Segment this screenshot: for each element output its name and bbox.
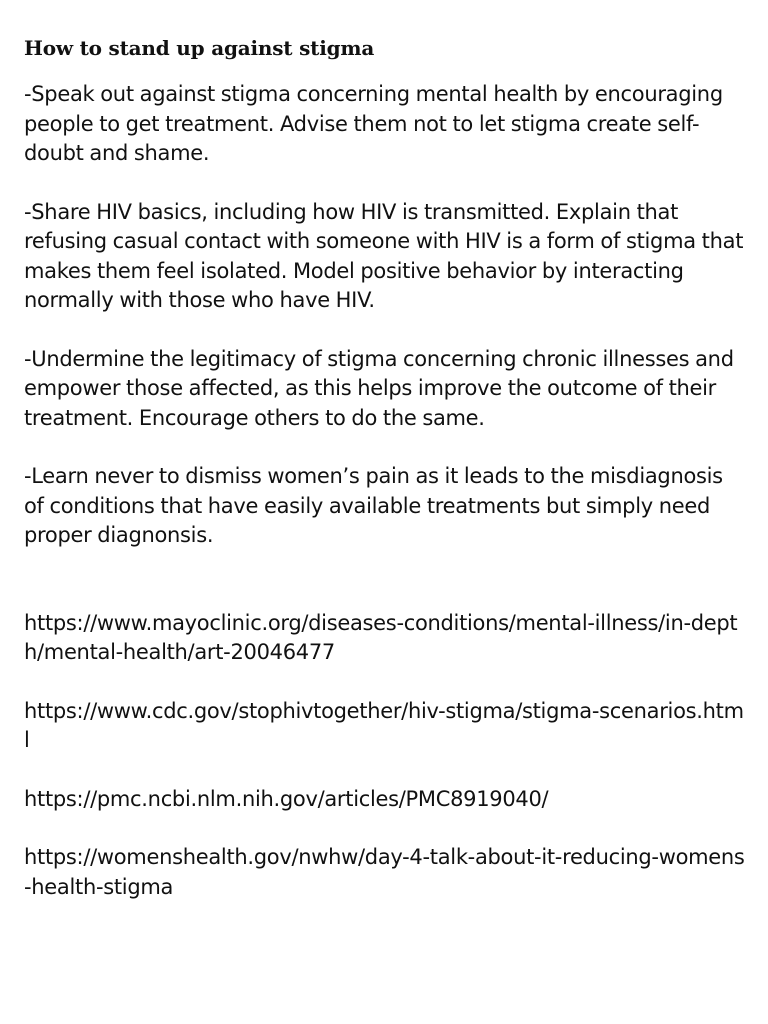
body-paragraphs [24, 80, 748, 551]
document-page [24, 33, 748, 902]
reference-link-cdc[interactable]: https://www.cdc.gov/stophivtogether/hiv-stigma/stigma-scenarios.html [24, 698, 744, 752]
reference-link-pmc[interactable]: https://pmc.ncbi.nlm.nih.gov/articles/PMC8919040/ [24, 786, 549, 811]
paragraph-chronic-illness: -Undermine the legitimacy of stigma concerning chronic illnesses and empower those affected, as this helps improve the outcome of their treatment. Encourage others to do the same. [24, 346, 734, 430]
paragraph-mental-health: -Speak out against stigma concerning mental health by encouraging people to get treatment. Advise them not to let stigma create self-doubt and shame. [24, 82, 723, 165]
reference-link-mayoclinic[interactable]: https://www.mayoclinic.org/diseases-conditions/mental-illness/in-depth/mental-health/art-20046477 [24, 610, 738, 664]
reference-link-womenshealth[interactable]: https://womenshealth.gov/nwhw/day-4-talk-about-it-reducing-womens-health-stigma [24, 845, 745, 899]
paragraph-hiv: -Share HIV basics, including how HIV is transmitted. Explain that refusing casual contact with someone with HIV is a form of stigma that makes them feel isolated. Model positive behavior by interacting normally with those who have HIV. [24, 199, 744, 312]
reference-links [24, 609, 748, 903]
paragraph-womens-pain: -Learn never to dismiss women’s pain as it leads to the misdiagnosis of conditions that have easily available treatments but simply need proper diagnonsis. [24, 464, 723, 547]
page-title: How to stand up against stigma [24, 36, 375, 60]
